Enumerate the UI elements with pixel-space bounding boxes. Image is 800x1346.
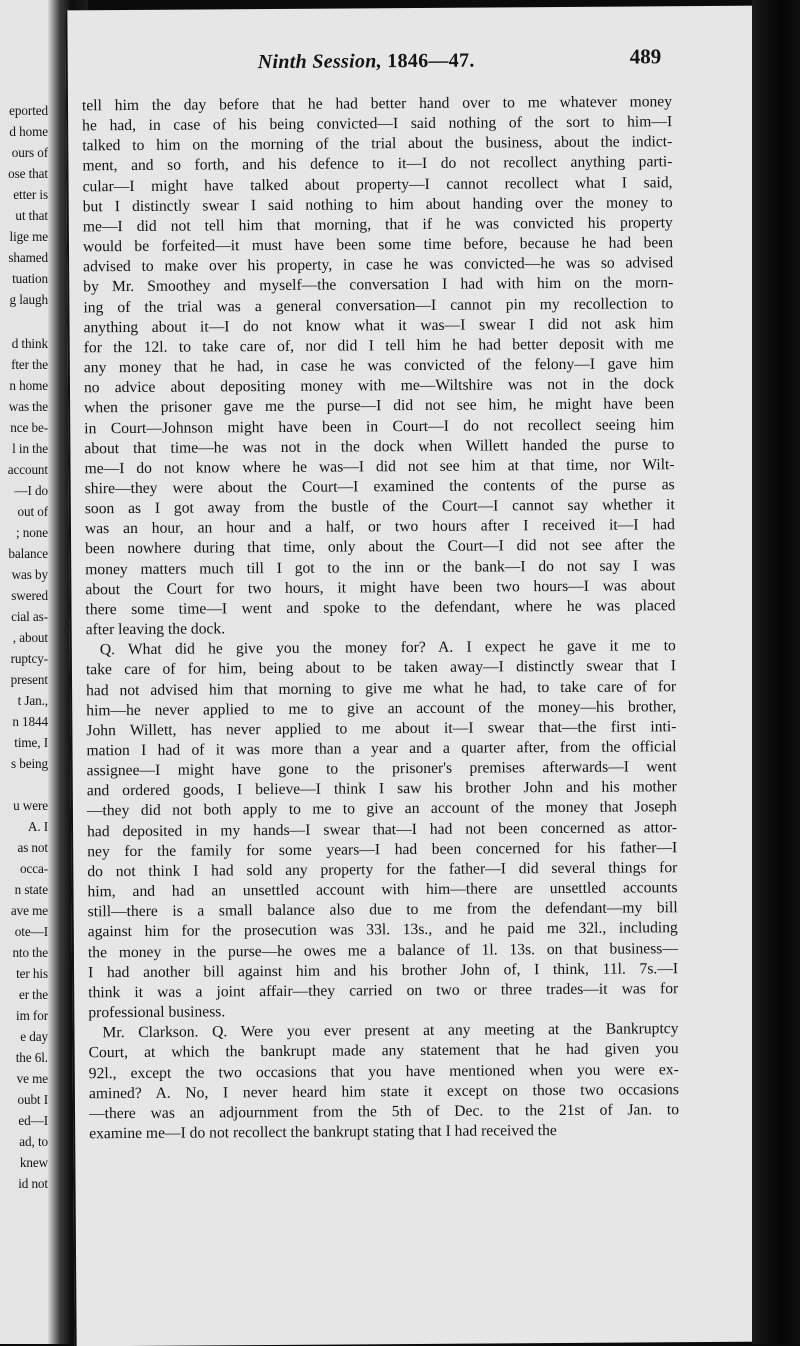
text-line: ment, and so forth, and his defence to it—I do not recollect anything parti- bbox=[82, 153, 673, 175]
book-page bbox=[65, 6, 766, 1346]
left-page-fragment: ruptcy- bbox=[10, 651, 48, 666]
text-line: me—I do not know where he was—I did not see him at that time, nor Wilt- bbox=[84, 456, 675, 478]
text-line: there some time—I went and spoke to the defendant, where he was placed bbox=[85, 597, 676, 619]
text-line: had deposited in my hands—I swear that—I had not been concerned as attor- bbox=[87, 818, 678, 840]
text-line: had not advised him that morning to give me what he had, to take care of for bbox=[86, 677, 677, 699]
left-page-fragment: account bbox=[7, 462, 48, 477]
right-dark-edge bbox=[752, 0, 800, 1344]
left-page-fragment: —I do bbox=[14, 483, 48, 498]
previous-page-edge bbox=[0, 0, 50, 1344]
text-line: after leaving the dock. bbox=[85, 620, 226, 639]
text-line: think it was a joint affair—they carried on two or three trades—it was for bbox=[88, 980, 679, 1002]
left-page-fragment: as not bbox=[17, 840, 48, 855]
left-page-fragment: etter is bbox=[13, 187, 48, 202]
text-line: ney for the family for some years—I had been concerned for his father—I bbox=[87, 838, 678, 861]
text-line: in Court—Johnson might have been in Court—I do not recollect seeing him bbox=[84, 415, 675, 437]
text-line: against him for the prosecution was 33l. 13s., and he paid me 32l., including bbox=[87, 919, 678, 941]
text-line: take care of for him, being about to be taken away—I distinctly swear that I bbox=[85, 657, 676, 679]
running-head bbox=[258, 50, 475, 75]
left-page-fragment: balance bbox=[8, 546, 48, 561]
left-page-fragment: s being bbox=[10, 756, 48, 771]
left-page-fragment: ter his bbox=[16, 966, 48, 981]
text-line: talked to him on the morning of the trial about the business, about the indict- bbox=[82, 133, 673, 155]
left-page-fragment: nce be- bbox=[10, 420, 48, 435]
left-page-fragment: d home bbox=[9, 124, 48, 139]
text-line: advised to make over his property, in case he was convicted—he was so advised bbox=[83, 254, 674, 276]
body-text bbox=[82, 92, 679, 1144]
text-line: examine me—I do not recollect the bankrupt stating that I had received the bbox=[89, 1121, 557, 1143]
left-page-fragment: ours of bbox=[11, 145, 48, 160]
left-page-fragment: ve me bbox=[16, 1071, 48, 1086]
text-line: he had, in case of his being convicted—I said nothing of the sort to him—I bbox=[82, 113, 673, 135]
text-line: cular—I might have talked about property—I cannot recollect what I said, bbox=[82, 173, 673, 195]
left-page-fragment: ed—I bbox=[18, 1113, 48, 1128]
text-line: no advice about depositing money with me—Wiltshire was not in the dock bbox=[83, 375, 675, 397]
left-page-fragment: d think bbox=[11, 336, 48, 351]
text-line: 92l., except the two occasions that you have mentioned when you were ex- bbox=[88, 1060, 679, 1082]
running-head-years: 1846—47. bbox=[387, 49, 475, 73]
text-line: —there was an adjournment from the 5th of Dec. to the 21st of Jan. to bbox=[88, 1100, 680, 1123]
text-line: John Willett, has never applied to me about it—I swear that—the first inti- bbox=[86, 718, 677, 740]
text-line: by Mr. Smoothey and myself—the conversation I had with him on the morn- bbox=[83, 274, 674, 296]
left-page-fragment: ; none bbox=[16, 525, 48, 540]
text-line: would be forfeited—it must have been some time before, because he had been bbox=[82, 234, 674, 256]
text-line: any money that he had, in case he was convicted of the felony—I gave him bbox=[83, 355, 674, 377]
left-page-fragment: was by bbox=[11, 567, 48, 582]
text-line: assignee—I might have gone to the prisoner's premises afterwards—I went bbox=[86, 758, 677, 780]
text-line: Court, at which the bankrupt made any statement that he had given you bbox=[88, 1040, 679, 1062]
left-page-fragment: cial as- bbox=[11, 609, 48, 624]
left-page-fragment: tuation bbox=[12, 271, 48, 286]
text-line: do not think I had sold any property for the father—I did several things for bbox=[87, 859, 678, 881]
text-line: was an hour, an hour and a half, or two hours after I received it—I had bbox=[84, 516, 676, 538]
left-page-fragment: nto the bbox=[12, 945, 48, 960]
left-page-fragment: fter the bbox=[11, 357, 48, 372]
text-line: soon as I got away from the bustle of the Court—I cannot say whether it bbox=[84, 496, 675, 518]
left-page-fragment: id not bbox=[18, 1176, 48, 1191]
left-page-fragment: lige me bbox=[9, 229, 48, 244]
text-line: —they did not both apply to me to give an account of the money that Joseph bbox=[86, 798, 677, 820]
left-page-fragment: g laugh bbox=[9, 292, 48, 307]
text-line: money matters much till I got to the inn or the bank—I do not say I was bbox=[85, 556, 676, 578]
text-line: Mr. Clarkson. Q. Were you ever present at any meeting at the Bankruptcy bbox=[102, 1020, 679, 1042]
text-line: but I distinctly swear I said nothing to him about handing over the money to bbox=[82, 193, 673, 216]
left-page-fragment: e day bbox=[20, 1029, 48, 1044]
text-line: for the 12l. to take care of, nor did I tell him he had better deposit with me bbox=[83, 335, 674, 357]
text-line: about the Court for two hours, it might have been two hours—I was about bbox=[85, 576, 676, 599]
left-page-fragment: knew bbox=[19, 1155, 48, 1170]
left-page-fragment: was the bbox=[8, 399, 48, 414]
text-line: still—there is a small balance also due to me from the defendant—my bill bbox=[87, 899, 678, 921]
left-page-fragment: out of bbox=[17, 504, 48, 519]
left-page-fragment: er the bbox=[18, 987, 48, 1002]
text-line: amined? A. No, I never heard him state it except on those two occasions bbox=[88, 1080, 679, 1102]
text-line: about that time—he was not in the dock when Willett handed the purse to bbox=[84, 435, 675, 457]
left-page-fragment: A. I bbox=[27, 819, 48, 834]
left-page-fragment: t Jan., bbox=[17, 693, 48, 708]
left-page-fragment: ote—I bbox=[14, 924, 48, 939]
text-line: ing of the trial was a general conversation—I cannot pin my recollection to bbox=[83, 294, 674, 316]
text-line: the money in the purse—he owes me a balance of 1l. 13s. on that business— bbox=[87, 939, 678, 961]
text-line: mation I had of it was more than a year and a quarter after, from the official bbox=[86, 738, 677, 760]
text-line: him, and had an unsettled account with him—there are unsettled accounts bbox=[87, 879, 678, 901]
left-page-fragment: n home bbox=[9, 378, 48, 393]
running-head-title: Ninth Session, bbox=[257, 50, 383, 74]
left-page-fragment: ave me bbox=[10, 903, 48, 918]
text-line: him—he never applied to me to give an account of the money—his brother, bbox=[86, 697, 677, 719]
left-page-fragment: , about bbox=[12, 630, 48, 645]
text-line: shire—they were about the Court—I examined the contents of the purse as bbox=[84, 476, 675, 498]
left-page-fragment: l in the bbox=[12, 441, 48, 456]
text-line: me—I did not tell him that morning, that if he was convicted his property bbox=[82, 214, 673, 236]
text-line: I had another bill against him and his brother John of, I think, 11l. 7s.—I bbox=[88, 959, 679, 982]
left-page-fragment: ose that bbox=[8, 166, 48, 181]
left-page-fragment: n state bbox=[14, 882, 48, 897]
left-page-fragment: oubt I bbox=[17, 1092, 48, 1107]
text-line: been nowhere during that time, only about the Court—I did not see after the bbox=[85, 536, 676, 558]
text-line: when the prisoner gave me the purse—I did not see him, he might have been bbox=[84, 395, 675, 417]
text-line: tell him the day before that he had better hand over to me whatever money bbox=[81, 93, 673, 115]
left-page-fragment: occa- bbox=[19, 861, 48, 876]
text-line: and ordered goods, I believe—I think I saw his brother John and his mother bbox=[86, 778, 677, 800]
left-page-fragment: im for bbox=[16, 1008, 48, 1023]
left-page-fragment: swered bbox=[11, 588, 48, 603]
left-page-fragment: n 1844 bbox=[12, 714, 48, 729]
left-page-fragment: ad, to bbox=[19, 1134, 48, 1149]
left-page-fragment: present bbox=[10, 672, 48, 687]
left-page-fragment: eported bbox=[9, 103, 48, 118]
left-page-fragment: time, I bbox=[14, 735, 48, 750]
left-page-fragment: u were bbox=[13, 798, 48, 813]
left-page-fragment: ut that bbox=[15, 208, 48, 223]
text-line: Q. What did he give you the money for? A. I expect he gave it me to bbox=[99, 637, 676, 659]
left-page-fragment: the 6l. bbox=[15, 1050, 48, 1065]
page-number: 489 bbox=[629, 44, 662, 69]
text-line: anything about it—I do not know what it was—I swear I did not ask him bbox=[83, 314, 674, 337]
left-page-fragment: shamed bbox=[8, 250, 48, 265]
text-line: professional business. bbox=[88, 1003, 226, 1022]
